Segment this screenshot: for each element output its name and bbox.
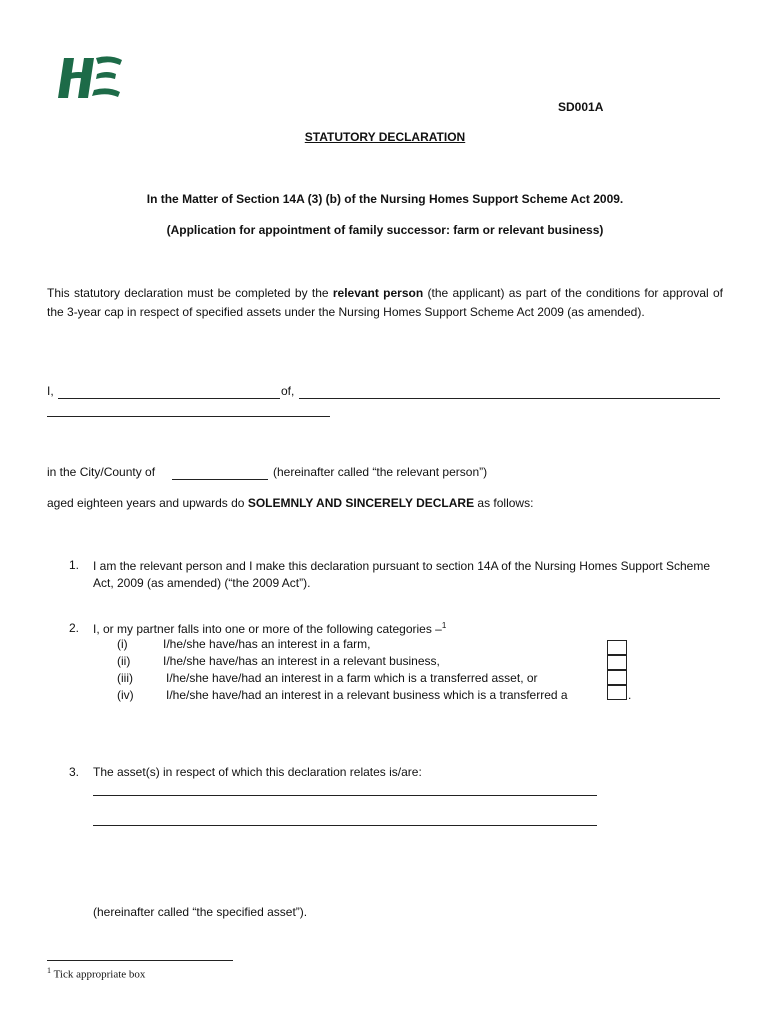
category-2-numeral: (ii) (117, 654, 131, 668)
declaration-statement (47, 496, 533, 510)
category-2-text: I/he/she have/has an interest in a relevant business, (163, 654, 440, 668)
category-4-text: I/he/she have/had an interest in a relevant business which is a transferred a (166, 688, 568, 702)
hse-logo (54, 52, 126, 104)
category-1-numeral: (i) (117, 637, 128, 651)
item-2-label: I, or my partner falls into one or more of the following categories – (93, 622, 442, 636)
category-2-checkbox[interactable] (607, 655, 627, 670)
county-suffix: (hereinafter called “the relevant person”) (273, 465, 488, 479)
category-3-text: I/he/she have/had an interest in a farm which is a transferred asset, or (166, 671, 538, 685)
category-4-checkbox[interactable] (607, 685, 627, 700)
aged-text-after: as follows: (474, 496, 534, 510)
category-1-text: I/he/she have/has an interest in a farm, (163, 637, 371, 651)
footnote-reference: 1 (441, 621, 447, 630)
category-4-numeral: (iv) (117, 688, 134, 702)
item-3-text: The asset(s) in respect of which this declaration relates is/are: (93, 765, 422, 779)
declarant-of-label: of, (281, 384, 295, 398)
aged-text-before: aged eighteen years and upwards do (47, 496, 248, 510)
footnote (47, 966, 145, 981)
declarant-prefix: I, (47, 384, 54, 398)
category-3-numeral: (iii) (117, 671, 133, 685)
matter-heading: In the Matter of Section 14A (3) (b) of the Nursing Homes Support Scheme Act 2009. (146, 192, 624, 206)
category-4-period: . (628, 688, 632, 702)
document-title: STATUTORY DECLARATION (304, 130, 466, 144)
asset-field-2[interactable] (93, 825, 597, 826)
county-prefix: in the City/County of (47, 465, 156, 479)
item-2-text (93, 621, 446, 636)
declarant-address-field-2[interactable] (47, 416, 330, 417)
county-field[interactable] (172, 479, 268, 480)
footnote-text: Tick appropriate box (53, 968, 146, 981)
specified-asset-note: (hereinafter called “the specified asset”). (93, 905, 308, 919)
aged-bold-term: SOLEMNLY AND SINCERELY DECLARE (247, 496, 475, 510)
item-1-text: I am the relevant person and I make this declaration pursuant to section 14A of the Nursing Homes Support Scheme Act, 2009 (as amended) (“the 2009 Act”). (93, 559, 711, 590)
footnote-divider (47, 960, 233, 961)
intro-text-before: This statutory declaration must be completed by the (47, 286, 333, 300)
hse-logo-mark (54, 52, 126, 104)
intro-paragraph (47, 284, 723, 322)
application-subheading: (Application for appointment of family successor: farm or relevant business) (166, 223, 604, 237)
asset-field-1[interactable] (93, 795, 597, 796)
item-2-number: 2. (69, 621, 80, 635)
declarant-name-field[interactable] (58, 398, 280, 399)
intro-bold-term: relevant person (332, 286, 424, 300)
category-1-checkbox[interactable] (607, 640, 627, 655)
document-reference: SD001A (558, 100, 604, 114)
item-1-number: 1. (69, 558, 80, 572)
footnote-marker: 1 (47, 966, 51, 975)
declarant-address-field[interactable] (299, 398, 720, 399)
item-3-number: 3. (69, 765, 80, 779)
intro-text-after: (the applicant) as part of the conditions for approval of the 3-year cap in respect of specified assets under the Nursing Homes Support Scheme Act 2009 (as amended). (47, 286, 724, 319)
category-3-checkbox[interactable] (607, 670, 627, 685)
